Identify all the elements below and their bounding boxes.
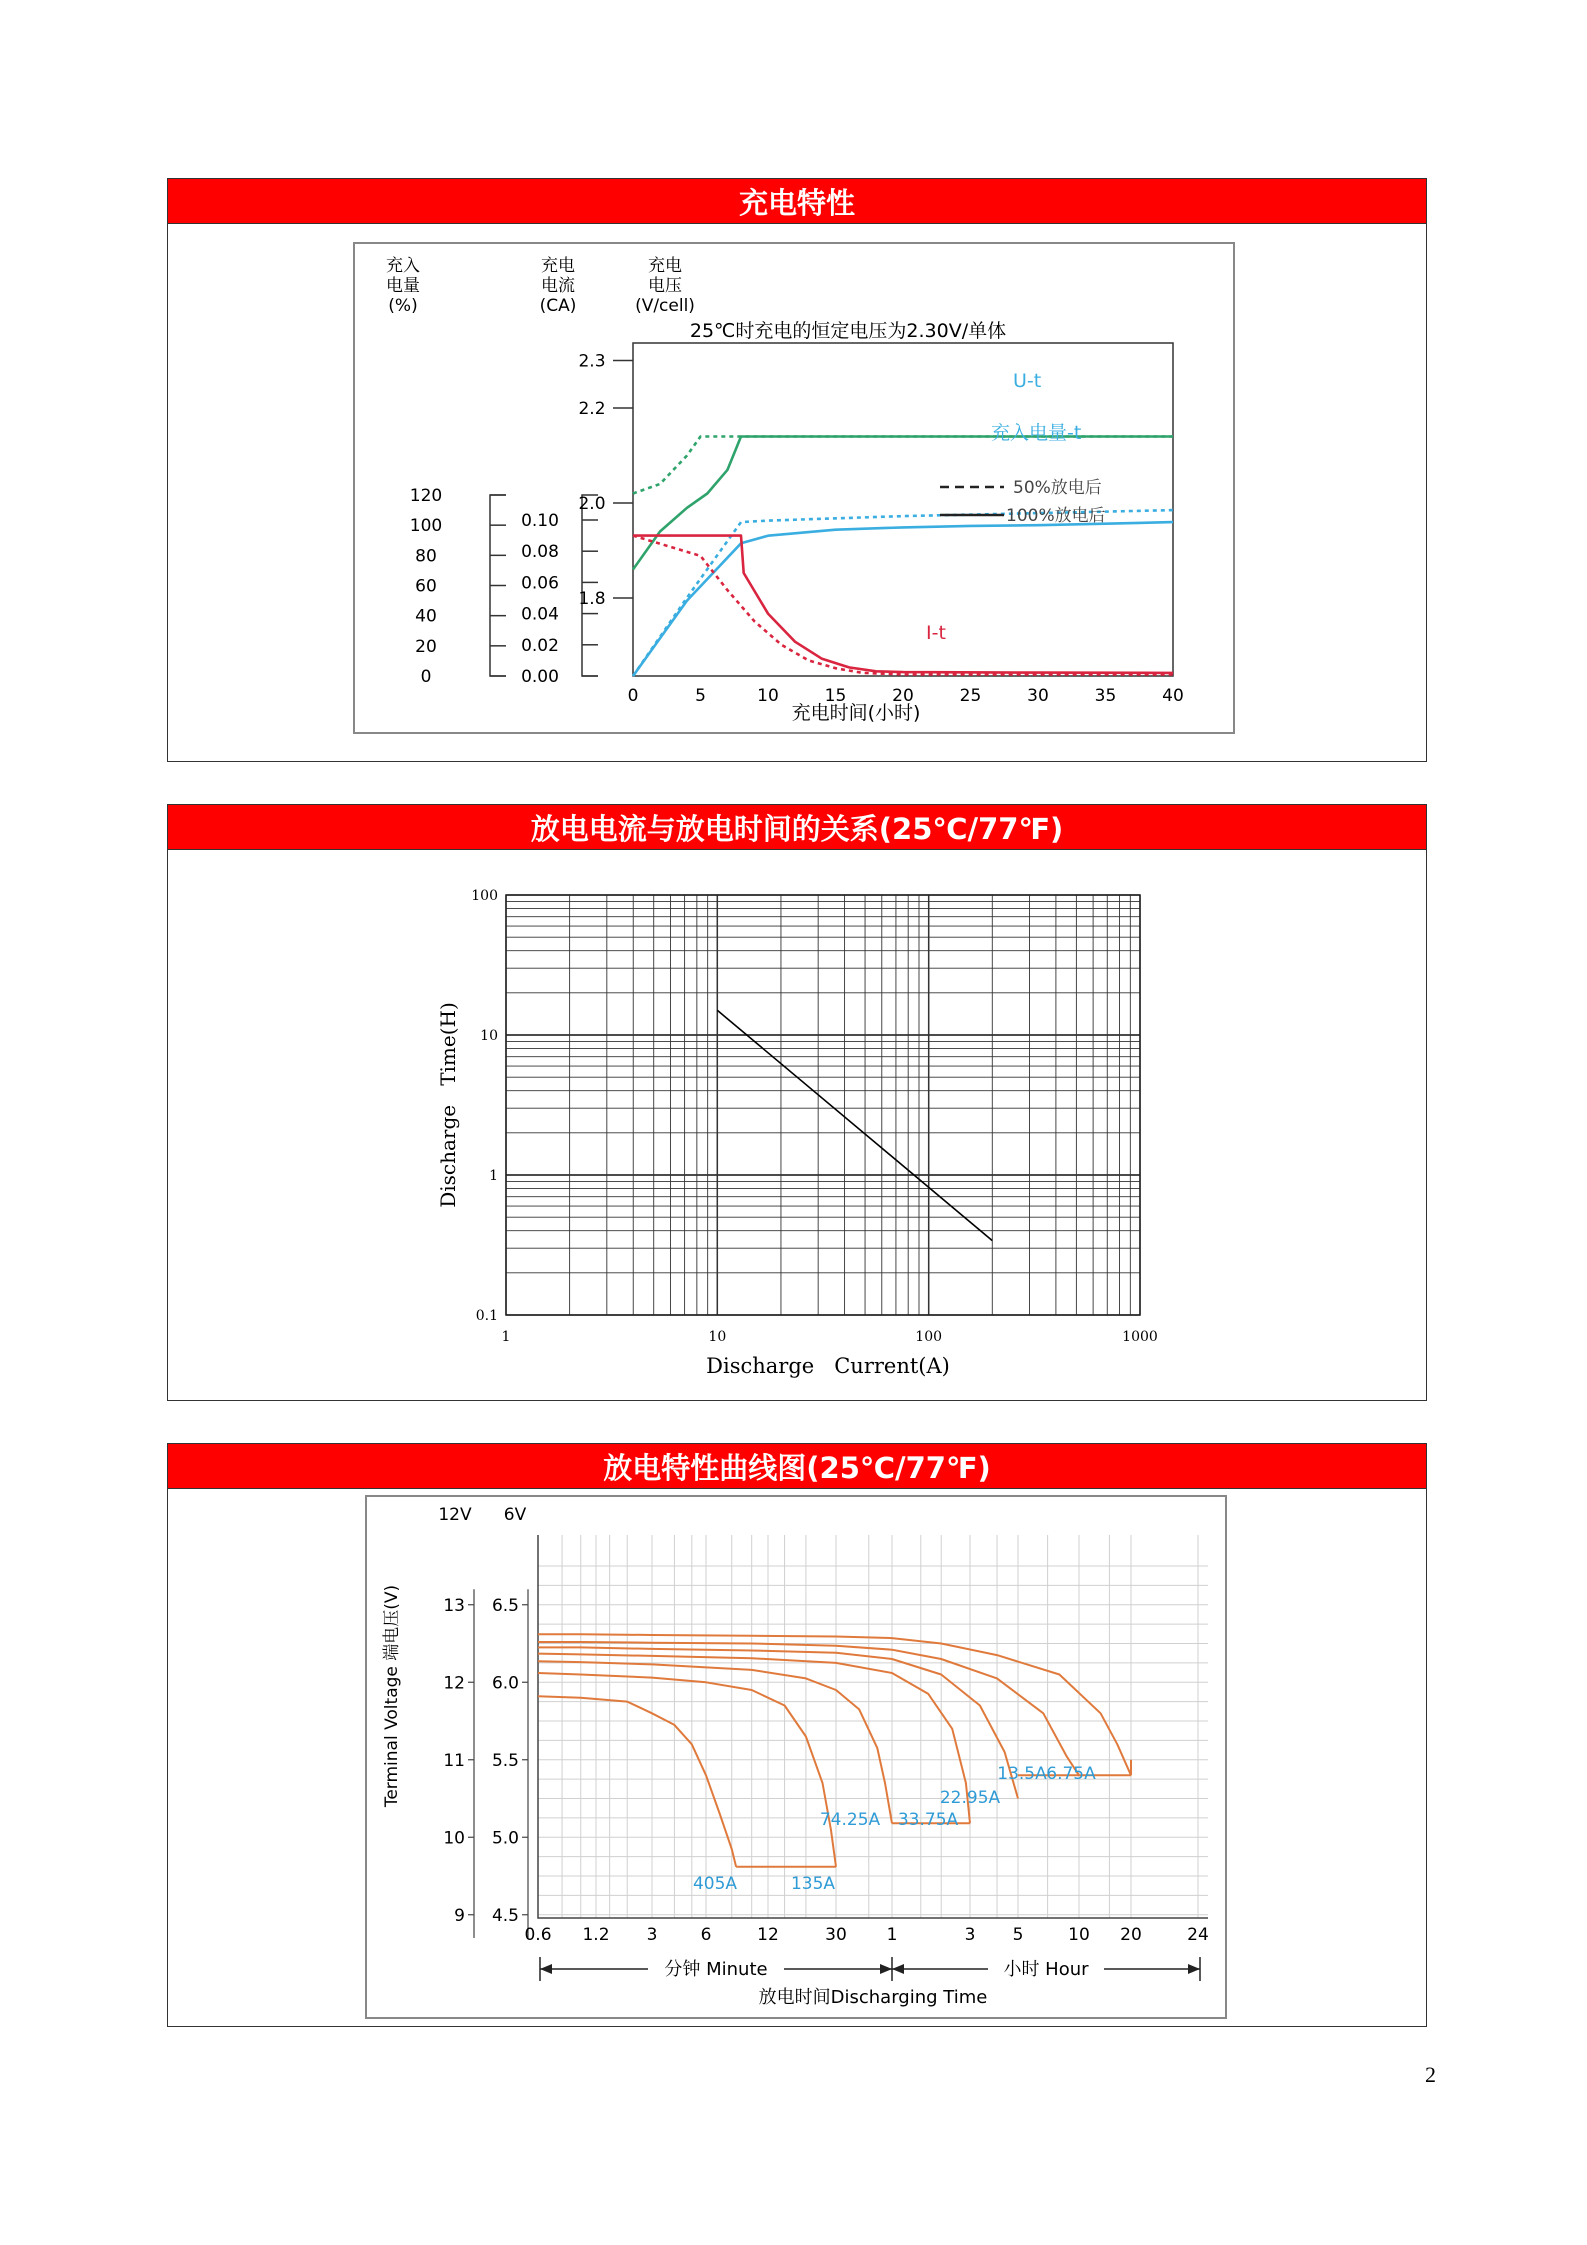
minute-range-label: 分钟 Minute xyxy=(664,1959,768,1980)
x-tick-label: 3 xyxy=(646,1925,658,1945)
capacity-tick-label: 0 xyxy=(420,667,432,687)
x-axis-label: 充电时间(小时) xyxy=(791,702,921,724)
voltage-tick-label: 2.2 xyxy=(578,399,606,419)
current-label: 33.75A xyxy=(897,1810,959,1830)
capacity-tick-label: 60 xyxy=(415,576,437,597)
y-axis-label: Discharge Time(H) xyxy=(436,1002,460,1208)
axis-header-2: 电压 xyxy=(648,276,682,296)
x-tick-label: 15 xyxy=(824,686,847,706)
x-tick-label: 10 xyxy=(1068,1925,1090,1945)
axis-header-0: 电量 xyxy=(386,276,420,296)
current-label: 13.5A xyxy=(997,1764,1047,1784)
y-tick-label: 10 xyxy=(480,1028,498,1044)
discharge-characteristics-section xyxy=(167,1443,1427,2027)
capacity-tick-label: 100 xyxy=(409,516,443,537)
discharge-current-time-chart xyxy=(168,849,1428,1402)
axis-header-1: 电流 xyxy=(541,276,575,296)
section-title: 放电电流与放电时间的关系(25℃/77℉) xyxy=(168,805,1426,850)
legend-solid-label: 100%放电后 xyxy=(1006,506,1106,526)
current-tick-label: 0.10 xyxy=(521,511,559,531)
charge-characteristics-chart xyxy=(168,223,1428,763)
axis-header-12v: 12V xyxy=(438,1505,472,1525)
discharge-current-time-section xyxy=(167,804,1427,1401)
x-tick-label: 3 xyxy=(964,1925,976,1945)
y-tick-label: 100 xyxy=(471,888,498,904)
x-tick-label: 24 xyxy=(1187,1925,1209,1945)
charge-characteristics-section xyxy=(167,178,1427,762)
y-tick-label-12v: 10 xyxy=(443,1828,465,1849)
y-tick-label-6v: 6.0 xyxy=(491,1673,519,1694)
y-tick-label-6v: 4.5 xyxy=(491,1905,519,1926)
y-tick-label-6v: 5.0 xyxy=(491,1828,519,1849)
capacity-tick-label: 80 xyxy=(415,546,437,567)
x-tick-label: 20 xyxy=(1120,1925,1142,1945)
current-tick-label: 0.00 xyxy=(521,667,559,687)
x-tick-label: 10 xyxy=(757,686,779,706)
x-tick-label: 100 xyxy=(915,1329,943,1345)
voltage-tick-label: 2.0 xyxy=(578,494,606,514)
x-tick-label: 0.6 xyxy=(524,1925,552,1945)
y-tick-label-12v: 12 xyxy=(443,1673,465,1694)
page-number: 2 xyxy=(1425,2062,1436,2087)
x-tick-label: 30 xyxy=(1027,686,1049,706)
hour-range-label: 小时 Hour xyxy=(1003,1959,1089,1980)
x-tick-label: 6 xyxy=(700,1925,712,1945)
axis-header-0: 充入 xyxy=(386,256,420,276)
current-label: 135A xyxy=(790,1874,836,1894)
x-axis-label: 放电时间Discharging Time xyxy=(758,1987,988,2008)
y-tick-label: 1 xyxy=(489,1168,498,1184)
current-tick-label: 0.04 xyxy=(521,604,559,625)
axis-header-1: 充电 xyxy=(541,256,575,276)
y-tick-label-12v: 11 xyxy=(443,1750,465,1771)
y-tick-label-6v: 6.5 xyxy=(491,1595,519,1616)
x-tick-label: 1000 xyxy=(1122,1329,1158,1345)
current-label: 74.25A xyxy=(819,1810,881,1830)
capacity-curve-label: 充入电量-t xyxy=(991,422,1082,444)
axis-header-2: 充电 xyxy=(648,256,682,276)
chart-title: 25℃时充电的恒定电压为2.30V/单体 xyxy=(689,320,1007,342)
y-tick-label: 0.1 xyxy=(475,1308,498,1324)
current-curve-label: I-t xyxy=(926,622,946,644)
axis-header-0: (%) xyxy=(388,296,418,316)
current-tick-label: 0.06 xyxy=(521,573,559,594)
section-title: 放电特性曲线图(25℃/77℉) xyxy=(168,1444,1426,1489)
axis-header-6v: 6V xyxy=(503,1505,527,1525)
discharge-characteristics-chart xyxy=(168,1488,1428,2028)
y-tick-label-12v: 13 xyxy=(443,1595,465,1616)
x-tick-label: 5 xyxy=(1012,1925,1024,1945)
x-tick-label: 1 xyxy=(886,1925,898,1945)
current-tick-label: 0.08 xyxy=(521,542,559,563)
x-tick-label: 0 xyxy=(627,686,639,706)
x-tick-label: 1.2 xyxy=(582,1925,610,1945)
x-tick-label: 1 xyxy=(501,1329,511,1345)
x-tick-label: 40 xyxy=(1162,686,1184,706)
current-label: 6.75A xyxy=(1046,1764,1096,1784)
plot-area xyxy=(506,895,1140,1315)
legend-dashed-label: 50%放电后 xyxy=(1013,478,1102,498)
x-tick-label: 5 xyxy=(695,686,706,706)
x-tick-label: 10 xyxy=(708,1329,727,1345)
current-tick-label: 0.02 xyxy=(521,635,559,656)
current-label: 22.95A xyxy=(939,1788,1001,1808)
axis-header-1: (CA) xyxy=(539,296,577,316)
x-tick-label: 12 xyxy=(757,1925,779,1945)
capacity-tick-label: 20 xyxy=(415,636,437,657)
x-tick-label: 30 xyxy=(825,1925,847,1945)
voltage-tick-label: 2.3 xyxy=(578,351,606,372)
section-title: 充电特性 xyxy=(168,179,1426,224)
y-axis-label: Terminal Voltage 端电压(V) xyxy=(382,1584,402,1808)
capacity-tick-label: 40 xyxy=(415,606,437,627)
x-axis-label: Discharge Current(A) xyxy=(706,1354,950,1378)
x-tick-label: 25 xyxy=(959,686,982,706)
y-tick-label-6v: 5.5 xyxy=(491,1750,519,1771)
chart-frame xyxy=(354,243,1234,733)
x-tick-label: 35 xyxy=(1094,686,1117,706)
voltage-tick-label: 1.8 xyxy=(578,589,606,609)
y-tick-label-12v: 9 xyxy=(454,1905,465,1926)
x-tick-label: 20 xyxy=(892,686,914,706)
axis-header-2: (V/cell) xyxy=(635,296,695,316)
current-label: 405A xyxy=(692,1874,738,1894)
capacity-tick-label: 120 xyxy=(409,486,443,506)
voltage-curve-label: U-t xyxy=(1013,370,1042,392)
